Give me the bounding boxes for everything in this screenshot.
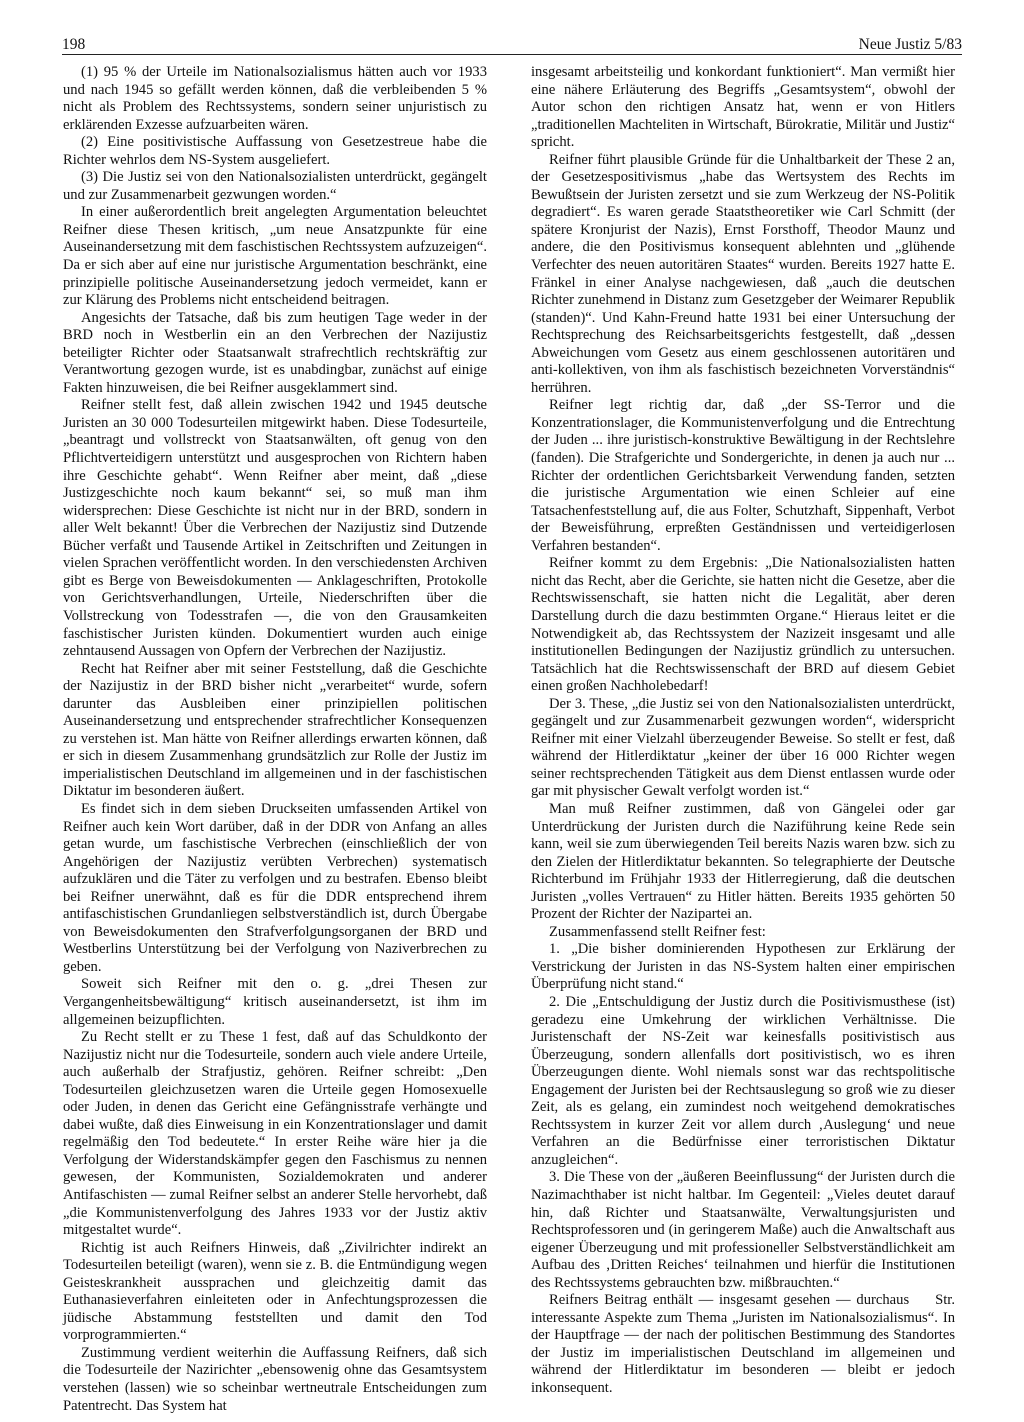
paragraph: Richtig ist auch Reifners Hinweis, daß „Zivilrichter indirekt an Todesurteilen beteiligt (waren), wenn sie z. B. die Entmündigung wegen Geisteskrankheit aussprachen und gleichzeitig damit das Euthanasieverfahren einleiteten oder in Anfechtungsprozessen die jüdische Abstammung feststellten und damit den Tod vorprogrammierten.“ <box>63 1239 487 1344</box>
paragraph: 2. Die „Entschuldigung der Justiz durch die Positivismusthese (ist) geradezu eine Umkehrung der wirklichen Verhältnisse. Die Juristenschaft der NS-Zeit war keinesfalls positivistisch aus Überzeugung, sondern allenfalls dort positivistisch, wo es ihren Überzeugungen diente. Wohl niemals sonst war das rechtspolitische Engagement der Juristen bei der Rechtsauslegung so groß wie zu dieser Zeit, als es gelang, ein zumindest noch weitgehend demokratisches Rechtssystem in kurzer Zeit vor allem durch ‚Auslegung‘ und neue Verfahren an die Bedürfnisse einer terroristischen Diktatur anzugleichen“. <box>531 993 955 1168</box>
paragraph: Zustimmung verdient weiterhin die Auffassung Reifners, daß sich die Todesurteile der Nazirichter „ebensowenig ohne das Gesamtsystem verstehen (lassen) wie so scheinbar wertneutrale Entscheidungen zum Patentrecht. Das System hat <box>63 1344 487 1414</box>
paragraph: Recht hat Reifner aber mit seiner Feststellung, daß die Geschichte der Nazijustiz in der BRD bisher nicht „verarbeitet“ wurde, sofern darunter das Ausbleiben einer prinzipiellen politischen Auseinandersetzung und entsprechender strafrechtlicher Konsequenzen zu verstehen ist. Man hätte von Reifner allerdings erwarten können, daß er sich in diesem Zusammenhang grundsätzlich zur Rolle der Justiz im imperialistischen Deutschland im allgemeinen und in der faschistischen Diktatur im besonderen äußert. <box>63 660 487 800</box>
left-column <box>63 64 487 1415</box>
paragraph: Es findet sich in dem sieben Druckseiten umfassenden Artikel von Reifner auch kein Wort darüber, daß in der DDR von Anfang an alles getan wurde, um faschistische Verbrechen (einschließlich der von Angehörigen der Nazijustiz verübten Verbrechen) systematisch aufzuklären und die Täter zu verfolgen und zu bestrafen. Ebenso bleibt bei Reifner unerwähnt, daß es für die DDR entsprechend ihrem antifaschistischen Grundanliegen selbstverständlich ist, durch Übergabe von Beweisdokumenten den Strafverfolgungsorganen der BRD und Westberlins Unterstützung bei der Verfolgung von Naziverbrechen zu geben. <box>63 800 487 975</box>
paragraph: 1. „Die bisher dominierenden Hypothesen zur Erklärung der Verstrickung der Juristen in das NS-System halten einer empirischen Überprüfung nicht stand.“ <box>531 941 955 993</box>
paragraph: (2) Eine positivistische Auffassung von Gesetzestreue habe die Richter wehrlos dem NS-System ausgeliefert. <box>63 134 487 168</box>
paragraph: Soweit sich Reifner mit den o. g. „drei Thesen zur Vergangenheitsbewältigung“ kritisch auseinandersetzt, ist ihm im allgemeinen beizupflichten. <box>63 976 487 1028</box>
paragraph: Reifner stellt fest, daß allein zwischen 1942 und 1945 deutsche Juristen an 30 000 Todesurteilen mitgewirkt haben. Diese Todesurteile, „beantragt und vollstreckt von Staatsanwälten, oft genug von den Pflichtverteidigern unterstützt und ausgesprochen von Richtern haben ihre Geschichte gehabt“. Wenn Reifner aber meint, daß „diese Justizgeschichte noch kaum bekannt“ sei, so muß man ihm widersprechen: Diese Geschichte ist nicht nur in der BRD, sondern in aller Welt bekannt! Über die Verbrechen der Nazijustiz sind Dutzende Bücher verfaßt und Tausende Artikel in Zeitschriften und Zeitungen in vielen Sprachen veröffentlicht worden. In den verschiedensten Archiven gibt es Berge von Beweisdokumenten — Anklageschriften, Protokolle von Gerichtsverhandlungen, Urteile, Niederschriften über die Vollstreckung von Todesstrafen —, die von den Grausamkeiten faschistischer Juristen künden. Dokumentiert wurden auch einige zehntausend Aussagen von Opfern der Verbrechen der Nazijustiz. <box>63 397 487 660</box>
final-paragraph <box>531 1292 955 1397</box>
paragraph-continued: insgesamt arbeitsteilig und konkordant funktioniert“. Man vermißt hier eine nähere Erläuterung des Begriffs „Gesamtsystem“, obwohl der Autor schon den richtigen Ansatz hat, wenn er von Hitlers „traditionellen Machteliten in Wirtschaft, Bürokratie, Militär und Justiz“ spricht. <box>531 64 955 151</box>
paragraph: Reifner führt plausible Gründe für die Unhaltbarkeit der These 2 an, der Gesetzespositivismus „habe das Wertsystem des Rechts im Bewußtsein der Juristen zersetzt und sie zum Werkzeug der NS-Politik degradiert“. Es waren gerade Staatstheoretiker wie Carl Schmitt (der spätere Kronjurist der Nazis), Ernst Forsthoff, Theodor Maunz und andere, die den Positivismus konsequent ablehnten und „glühende Verfechter des neuen autoritären Staates“ wurden. Bereits 1927 hatte E. Fränkel in einer Analyse nachgewiesen, daß „auch die deutschen Richter zunehmend in Distanz zum Gesetzgeber der Weimarer Republik (standen)“. Und Kahn-Freund hatte 1931 bei einer Untersuchung der Rechtsprechung des Reichsarbeitsgerichts festgestellt, daß „dessen Abweichungen vom Gesetz aus einem geschlossenen autoritären und anti-kollektiven, von ihm als faschistisch bezeichneten Vorverständnis“ herrühren. <box>531 151 955 396</box>
paragraph: (3) Die Justiz sei von den Nationalsozialisten unterdrückt, gegängelt und zur Zusammenarbeit gezwungen worden.“ <box>63 169 487 203</box>
final-paragraph-text: Reifners Beitrag enthält — insgesamt gesehen — durchaus interessante Aspekte zum Thema „Juristen im Nationalsozialismus“. In der Hauptfrage — der nach der politischen Bestimmung des Standortes der Justiz im imperialistischen Deutschland im allgemeinen und während der Hitlerdiktatur im besonderen — bleibt er jedoch inkonsequent. <box>531 1292 955 1397</box>
paragraph: Man muß Reifner zustimmen, daß von Gängelei oder gar Unterdrückung der Juristen durch die Naziführung keine Rede sein kann, weil sie zum überwiegenden Teil bereits Nazis waren bzw. sich zu den Zielen der Hitlerdiktatur bekannten. So telegraphierte der Deutsche Richterbund im Frühjahr 1933 der Hitlerregierung, daß die deutschen Juristen „volles Vertrauen“ zu Hitler hätten. Bereits 1935 gehörten 50 Prozent der Richter der Nazipartei an. <box>531 800 955 923</box>
page-header <box>62 30 962 56</box>
right-column <box>531 64 955 1398</box>
header-rule <box>62 54 962 55</box>
paragraph: Zu Recht stellt er zu These 1 fest, daß auf das Schuldkonto der Nazijustiz nicht nur die Todesurteile, sondern auch viele andere Urteile, auch außerhalb der Strafjustiz, gehören. Reifner schreibt: „Den Todesurteilen gleichzusetzen waren die Urteile gegen Homosexuelle oder Juden, in denen das Gericht eine Gefängnisstrafe verhängte und dabei wußte, daß dies Einweisung in ein Konzentrationslager und damit regelmäßig den Tod bedeutete.“ In erster Reihe wäre hier ja die Verfolgung der Widerstandskämpfer gegen den Faschismus zu nennen gewesen, der Kommunisten, Sozialdemokraten und anderer Antifaschisten — zumal Reifner selbst an anderer Stelle hervorhebt, daß „die Kommunistenverfolgung des Jahres 1933 vor der Justiz aktiv mitgestaltet wurde“. <box>63 1029 487 1239</box>
author-signature: Str. <box>935 1292 955 1309</box>
page-number: 198 <box>62 36 86 53</box>
paragraph: Zusammenfassend stellt Reifner fest: <box>549 923 766 940</box>
journal-issue: Neue Justiz 5/83 <box>858 36 962 53</box>
paragraph: (1) 95 % der Urteile im Nationalsozialismus hätten auch vor 1933 und nach 1945 so gefällt werden können, daß die verbleibenden 5 % nicht als Problem des Rechtssystems, sondern seiner unjuristisch zu erklärenden Exzesse aufzuarbeiten wären. <box>63 64 487 133</box>
paragraph: 3. Die These von der „äußeren Beeinflussung“ der Juristen durch die Nazimachthaber ist nicht haltbar. Im Gegenteil: „Vieles deutet darauf hin, daß Richter und Staatsanwälte, Verwaltungsjuristen und Rechtsprofessoren und (in geringerem Maße) auch die Anwaltschaft aus eigener Überzeugung und mit professioneller Selbstverständlichkeit am Aufbau des ‚Dritten Reiches‘ teilnahmen und hierfür die Institutionen des Rechtssystems gebrauchten bzw. mißbrauchten.“ <box>531 1169 955 1291</box>
paragraph: In einer außerordentlich breit angelegten Argumentation beleuchtet Reifner diese Thesen kritisch, „um neue Ansatzpunkte für eine Auseinandersetzung mit dem faschistischen Rechtssystem aufzuzeigen“. Da er sich aber auf eine nur juristische Argumentation beschränkt, eine prinzipielle politische Auseinandersetzung jedoch vermeidet, kann er zur Klärung des Problems nicht entscheidend beitragen. <box>63 204 487 309</box>
paragraph: Angesichts der Tatsache, daß bis zum heutigen Tage weder in der BRD noch in Westberlin ein an den Verbrechen der Nazijustiz beteiligter Richter oder Staatsanwalt strafrechtlich rechtskräftig zur Verantwortung gezogen wurde, ist es unabdingbar, zunächst auf einige Fakten hinzuweisen, die bei Reifner ausgeklammert sind. <box>63 309 487 396</box>
paragraph: Reifner legt richtig dar, daß „der SS-Terror und die Konzentrationslager, die Kommunistenverfolgung und die Entrechtung der Juden ... ihre juristisch-konstruktive Bewältigung in der Rechtslehre (fanden). Die Strafgerichte und Sondergerichte, in denen ja auch nur ... Richter der ordentlichen Gerichtsbarkeit Verwendung fanden, setzten die juristische Argumentation wie einen Schleier auf eine Tatsachenfeststellung auf, die aus Folter, Schutzhaft, Sippenhaft, Verbot der Beweisführung, erpreßten Geständnissen und verteidigerlosen Verfahren bestanden“. <box>531 397 955 554</box>
paragraph: Der 3. These, „die Justiz sei von den Nationalsozialisten unterdrückt, gegängelt und zur Zusammenarbeit gezwungen worden“, widerspricht Reifner mit einer Vielzahl überzeugender Beweise. So stellt er fest, daß während der Hitlerdiktatur „keiner der über 16 000 Richter wegen seiner rechtsprechenden Tätigkeit aus dem Dienst entlassen wurde oder gar mit physischer Gewalt verfolgt worden ist.“ <box>531 695 955 800</box>
paragraph: Reifner kommt zu dem Ergebnis: „Die Nationalsozialisten hatten nicht das Recht, aber die Gerichte, sie hatten nicht die Gesetze, aber die Rechtswissenschaft, sie hatten nicht die Legalität, aber deren Darstellung durch die dazu bestimmten Organe.“ Hieraus leitet er die Notwendigkeit ab, das Rechtssystem der Nazizeit insgesamt und alle institutionellen Bedingungen der Nazijustiz gründlich zu untersuchen. Tatsächlich hat die Rechtswissenschaft der BRD auf diesem Gebiet einen großen Nachholebedarf! <box>531 555 955 695</box>
